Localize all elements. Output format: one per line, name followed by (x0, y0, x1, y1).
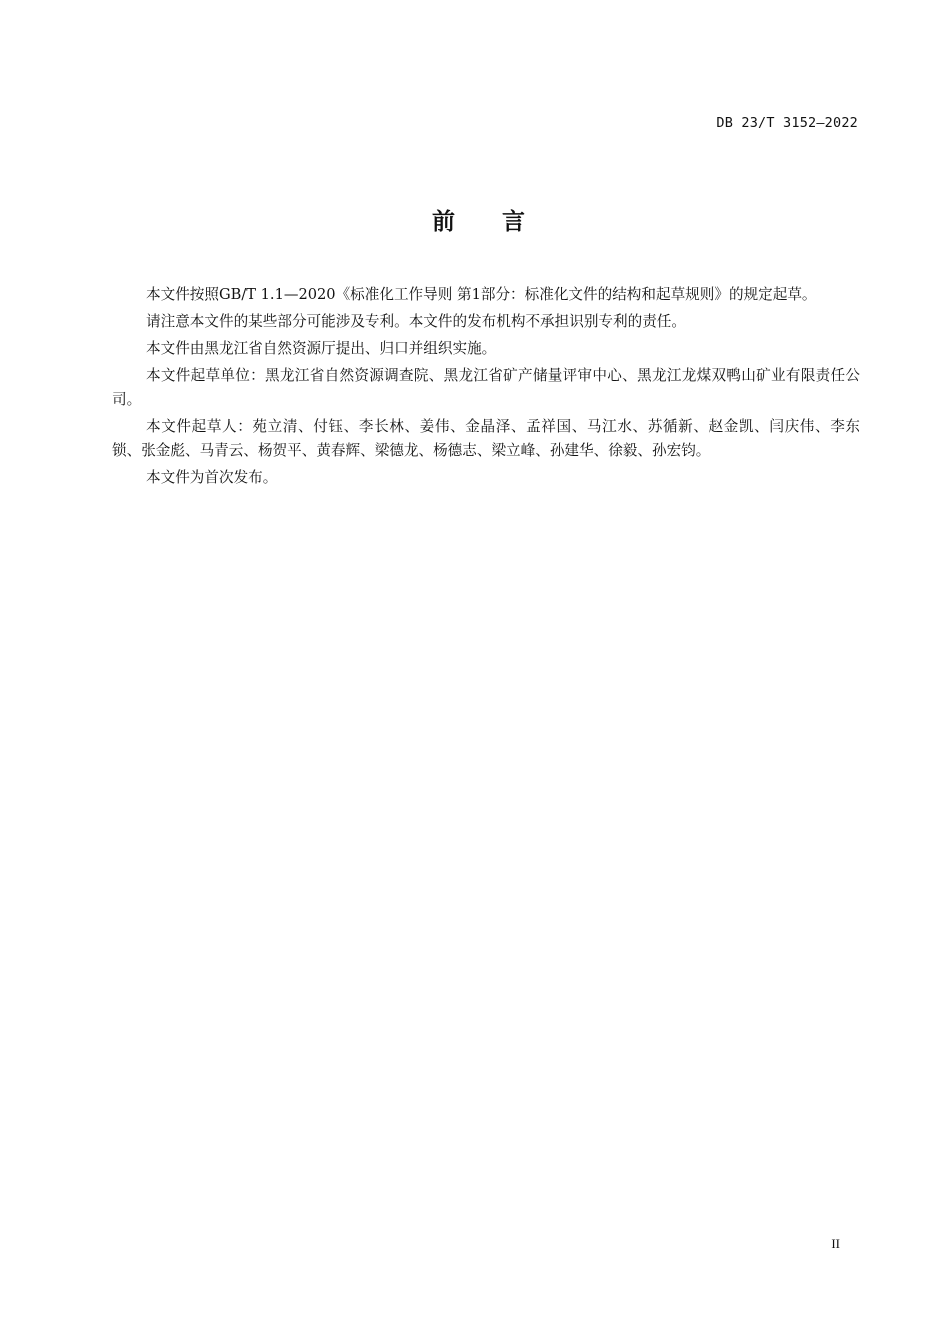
page-number: II (831, 1236, 840, 1251)
paragraph-drafting-units: 本文件起草单位：黑龙江省自然资源调查院、黑龙江省矿产储量评审中心、黑龙江龙煤双鸭山矿业有限责任公司。 (112, 367, 860, 408)
paragraph-first-release: 本文件为首次发布。 (146, 469, 278, 486)
page-title: 前言 (432, 209, 572, 235)
paragraph-proposer: 本文件由黑龙江省自然资源厅提出、归口并组织实施。 (146, 340, 497, 357)
preface-body (112, 283, 860, 493)
paragraph-drafters: 本文件起草人：苑立清、付钰、李长林、姜伟、金晶泽、孟祥国、马江水、苏循新、赵金凯、闫庆伟、李东锁、张金彪、马青云、杨贺平、黄春辉、梁德龙、杨德志、梁立峰、孙建华、徐毅、孙宏钧。 (112, 418, 860, 459)
paragraph-drafting-rules: 本文件按照GB/T 1.1—2020《标准化工作导则 第1部分：标准化文件的结构和起草规则》的规定起草。 (146, 286, 817, 303)
paragraph-patent-notice: 请注意本文件的某些部分可能涉及专利。本文件的发布机构不承担识别专利的责任。 (146, 313, 686, 330)
document-code: DB 23/T 3152—2022 (716, 115, 858, 131)
